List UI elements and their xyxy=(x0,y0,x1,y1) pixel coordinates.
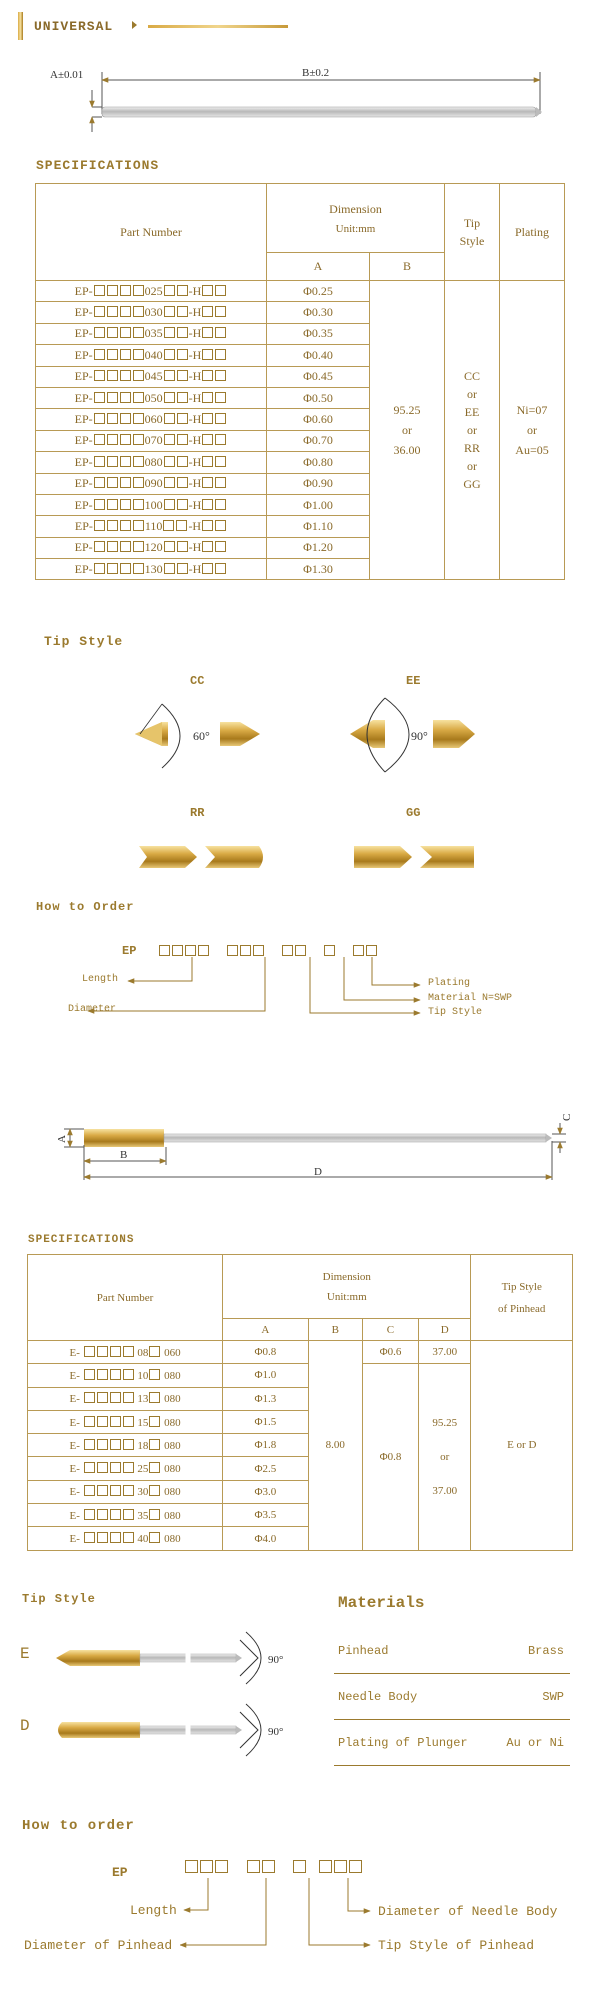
spec2-col-c: C xyxy=(362,1319,418,1341)
spec1-col-b: B xyxy=(370,253,445,281)
mid-b-label: B xyxy=(120,1149,128,1161)
header-bar-icon xyxy=(18,12,23,40)
order2-code-boxes xyxy=(184,1860,363,1876)
spec1-table xyxy=(35,183,565,580)
tip-d-drawing xyxy=(54,1698,294,1762)
spec2-col-unit: Unit:mm xyxy=(326,1290,367,1303)
header xyxy=(18,12,288,42)
part-code: 030 xyxy=(144,305,163,320)
dimension-a-cell: Φ0.45 xyxy=(267,366,370,387)
part-code: 08 xyxy=(137,1346,149,1359)
part-code: 090 xyxy=(144,476,163,491)
materials-label: Pinhead xyxy=(338,1644,389,1658)
b-value-2: 36.00 xyxy=(393,443,421,458)
dimension-b-cell: 8.00 xyxy=(308,1341,362,1551)
part-number-cell: E- 30 080 xyxy=(28,1480,223,1503)
part-suffix: 080 xyxy=(164,1463,181,1476)
dimension-a-cell: Φ0.90 xyxy=(267,473,370,494)
part-number-cell: EP- 050 -H xyxy=(36,387,267,408)
dimension-a-cell: Φ1.3 xyxy=(223,1387,309,1410)
part-number-cell: EP- 120 -H xyxy=(36,537,267,558)
part-number-cell: E- 25 080 xyxy=(28,1457,223,1480)
part-number-cell: E- 35 080 xyxy=(28,1504,223,1527)
spec2-col-tip-2: of Pinhead xyxy=(498,1302,546,1315)
spec2-col-part: Part Number xyxy=(28,1255,223,1341)
plating-value: or xyxy=(527,423,537,438)
dimension-b-cell xyxy=(370,281,445,580)
tip-rr-drawing xyxy=(135,842,275,872)
tip-style-cell xyxy=(445,281,500,580)
dimension-a-cell: Φ1.8 xyxy=(223,1434,309,1457)
spec2-title: SPECIFICATIONS xyxy=(28,1234,135,1246)
dimension-a-cell: Φ1.5 xyxy=(223,1410,309,1433)
part-suffix: 080 xyxy=(164,1439,181,1452)
dimension-a-cell: Φ0.35 xyxy=(267,323,370,344)
dimension-a-cell: Φ0.40 xyxy=(267,345,370,366)
mid-d-label: D xyxy=(314,1166,322,1178)
part-number-cell: EP- 070 -H xyxy=(36,430,267,451)
order1-ep: EP xyxy=(122,944,137,958)
spec1-col-a: A xyxy=(267,253,370,281)
part-number-cell: E- 40 080 xyxy=(28,1527,223,1550)
dimension-a-cell: Φ0.8 xyxy=(223,1341,309,1364)
tip-cc-label: CC xyxy=(190,674,205,688)
part-number-cell: EP- 060 -H xyxy=(36,409,267,430)
part-code: 050 xyxy=(144,390,163,405)
part-suffix: 060 xyxy=(164,1346,181,1359)
materials-value: Au or Ni xyxy=(506,1736,564,1750)
dimension-a-cell: Φ1.0 xyxy=(223,1364,309,1387)
part-code: 25 xyxy=(137,1463,149,1476)
tip-value: EE xyxy=(464,405,480,420)
dimension-a-cell: Φ2.5 xyxy=(223,1457,309,1480)
tip-value: CC xyxy=(463,369,480,384)
dimension-d-cell: 37.00 xyxy=(419,1341,471,1364)
tip-rr-label: RR xyxy=(190,806,205,820)
spec2-col-dimension: Dimension xyxy=(322,1270,371,1283)
order1-diameter: Diameter xyxy=(68,1004,117,1015)
plating-cell xyxy=(500,281,565,580)
order1-material: Material N=SWP xyxy=(428,993,513,1004)
spec1-col-dimension: Dimension xyxy=(329,201,382,216)
tip-d-label: D xyxy=(20,1717,30,1735)
table-row xyxy=(36,281,565,302)
d-value-or: or xyxy=(440,1450,450,1463)
tip-e-drawing xyxy=(54,1626,294,1690)
b-value-1: 95.25 xyxy=(393,403,421,418)
tip-ee-drawing xyxy=(345,694,495,778)
mid-c-label: C xyxy=(561,1113,573,1121)
dimension-c-cell: Φ0.8 xyxy=(362,1364,418,1550)
spec1-col-part: Part Number xyxy=(36,184,267,281)
dimension-a-cell: Φ3.0 xyxy=(223,1480,309,1503)
part-number-cell: EP- 025 -H xyxy=(36,281,267,302)
spec1-col-unit: Unit:mm xyxy=(335,222,376,235)
tip-value: or xyxy=(467,423,477,438)
tip-d-angle: 90° xyxy=(268,1726,284,1738)
dimension-a-cell: Φ1.20 xyxy=(267,537,370,558)
dimension-a-cell: Φ1.00 xyxy=(267,494,370,515)
part-code: 025 xyxy=(144,283,163,298)
dimension-a-cell: Φ0.25 xyxy=(267,281,370,302)
table-row xyxy=(28,1341,573,1364)
spec2-col-tip-1: Tip Style xyxy=(501,1280,542,1293)
part-code: 100 xyxy=(144,497,163,512)
dimension-a-cell: Φ1.10 xyxy=(267,516,370,537)
part-code: 040 xyxy=(144,347,163,362)
header-underline xyxy=(148,25,288,28)
part-code: 080 xyxy=(144,454,163,469)
part-number-cell: EP- 040 -H xyxy=(36,345,267,366)
spec2-col-a: A xyxy=(223,1319,309,1341)
tip-value: GG xyxy=(463,477,481,492)
part-code: 40 xyxy=(137,1533,149,1546)
materials-title: Materials xyxy=(338,1594,425,1612)
part-number-cell: EP- 130 -H xyxy=(36,559,267,580)
part-number-cell: EP- 045 -H xyxy=(36,366,267,387)
dimension-a-cell: Φ0.70 xyxy=(267,430,370,451)
materials-row xyxy=(334,1720,570,1766)
dimension-a-cell: Φ3.5 xyxy=(223,1504,309,1527)
materials-label: Plating of Plunger xyxy=(338,1736,468,1750)
dimension-a-cell: Φ0.50 xyxy=(267,387,370,408)
part-code: 070 xyxy=(144,433,163,448)
spec1-col-tip-text: Tip Style xyxy=(459,216,485,248)
tip-style1-title: Tip Style xyxy=(44,634,124,649)
part-code: 035 xyxy=(144,326,163,341)
tip-ee-angle: 90° xyxy=(411,729,428,743)
tip-ee-label: EE xyxy=(406,674,421,688)
order2-tip-pinhead: Tip Style of Pinhead xyxy=(378,1938,535,1953)
spec2-col-dimension-cell xyxy=(223,1255,471,1319)
order1-length: Length xyxy=(82,974,119,985)
dimension-a-cell: Φ4.0 xyxy=(223,1527,309,1550)
header-title: UNIVERSAL xyxy=(34,19,114,34)
part-code: 18 xyxy=(137,1439,149,1452)
plating-value: Au=05 xyxy=(515,443,549,458)
part-number-cell: EP- 030 -H xyxy=(36,302,267,323)
tip-e-angle: 90° xyxy=(268,1654,284,1666)
tip-value: or xyxy=(467,459,477,474)
spec1-col-plating: Plating xyxy=(500,184,565,281)
order2-ep: EP xyxy=(112,1865,128,1880)
dimension-a-cell: Φ0.80 xyxy=(267,452,370,473)
spec2-table xyxy=(27,1254,573,1551)
materials-list xyxy=(334,1628,570,1766)
tip-gg-label: GG xyxy=(406,806,421,820)
d-value-2: 37.00 xyxy=(432,1484,458,1497)
part-code: 13 xyxy=(137,1393,149,1406)
part-code: 30 xyxy=(137,1486,149,1499)
spec2-col-tip xyxy=(471,1255,573,1341)
part-code: 120 xyxy=(144,540,163,555)
d-value-1: 95.25 xyxy=(432,1416,458,1429)
order2-diameter-needle: Diameter of Needle Body xyxy=(378,1904,558,1919)
materials-label: Needle Body xyxy=(338,1690,418,1704)
materials-value: Brass xyxy=(527,1644,564,1658)
spec2-col-d: D xyxy=(419,1319,471,1341)
part-number-cell: E- 18 080 xyxy=(28,1434,223,1457)
order1-title: How to Order xyxy=(36,900,135,914)
tip-e-label: E xyxy=(20,1645,30,1663)
b-value-or: or xyxy=(402,423,412,438)
part-code: 10 xyxy=(137,1369,149,1382)
plating-value: Ni=07 xyxy=(516,403,548,418)
part-suffix: 080 xyxy=(164,1509,181,1522)
materials-value: SWP xyxy=(542,1690,564,1704)
part-number-cell: EP- 090 -H xyxy=(36,473,267,494)
top-b-label: B±0.2 xyxy=(302,67,330,79)
top-pin-diagram xyxy=(40,62,560,132)
part-suffix: 080 xyxy=(164,1533,181,1546)
mid-pin-diagram xyxy=(56,1105,576,1185)
part-number-cell: E- 10 080 xyxy=(28,1364,223,1387)
part-suffix: 080 xyxy=(164,1393,181,1406)
part-number-cell: EP- 080 -H xyxy=(36,452,267,473)
part-suffix: 080 xyxy=(164,1486,181,1499)
part-number-cell: EP- 035 -H xyxy=(36,323,267,344)
order2-leader-lines xyxy=(180,1876,380,1966)
tip-value: RR xyxy=(463,441,480,456)
part-code: 060 xyxy=(144,412,163,427)
part-code: 35 xyxy=(137,1509,149,1522)
tip-style-cell: E or D xyxy=(471,1341,573,1551)
spec1-col-tip xyxy=(445,184,500,281)
part-number-cell: EP- 100 -H xyxy=(36,494,267,515)
spec2-col-b: B xyxy=(308,1319,362,1341)
part-number-cell: E- 08 060 xyxy=(28,1341,223,1364)
part-code: 110 xyxy=(144,518,163,533)
part-number-cell: EP- 110 -H xyxy=(36,516,267,537)
part-suffix: 080 xyxy=(164,1416,181,1429)
order2-length: Length xyxy=(130,1903,177,1918)
order1-tip-style: Tip Style xyxy=(428,1007,483,1018)
dimension-a-cell: Φ1.30 xyxy=(267,559,370,580)
order2-title: How to order xyxy=(22,1818,135,1834)
tip-cc-drawing xyxy=(130,696,280,776)
tip-style2-title: Tip Style xyxy=(22,1592,96,1606)
top-a-label: A±0.01 xyxy=(50,69,84,81)
header-arrow-icon xyxy=(132,21,137,29)
part-code: 15 xyxy=(137,1416,149,1429)
order1-plating: Plating xyxy=(428,978,471,989)
spec1-col-dimension-cell xyxy=(267,184,445,253)
tip-value: or xyxy=(467,387,477,402)
part-number-cell: E- 13 080 xyxy=(28,1387,223,1410)
spec1-title: SPECIFICATIONS xyxy=(36,158,160,173)
dimension-a-cell: Φ0.60 xyxy=(267,409,370,430)
materials-row xyxy=(334,1628,570,1674)
dimension-c-cell: Φ0.6 xyxy=(362,1341,418,1364)
tip-cc-angle: 60° xyxy=(193,729,210,743)
dimension-d-cell xyxy=(419,1364,471,1550)
tip-gg-drawing xyxy=(350,842,490,872)
part-suffix: 080 xyxy=(164,1369,181,1382)
dimension-a-cell: Φ0.30 xyxy=(267,302,370,323)
part-code: 045 xyxy=(144,369,163,384)
part-code: 130 xyxy=(144,561,163,576)
materials-row xyxy=(334,1674,570,1720)
part-number-cell: E- 15 080 xyxy=(28,1410,223,1433)
mid-a-label: A xyxy=(56,1135,68,1143)
order2-diameter-pinhead: Diameter of Pinhead xyxy=(24,1938,173,1953)
